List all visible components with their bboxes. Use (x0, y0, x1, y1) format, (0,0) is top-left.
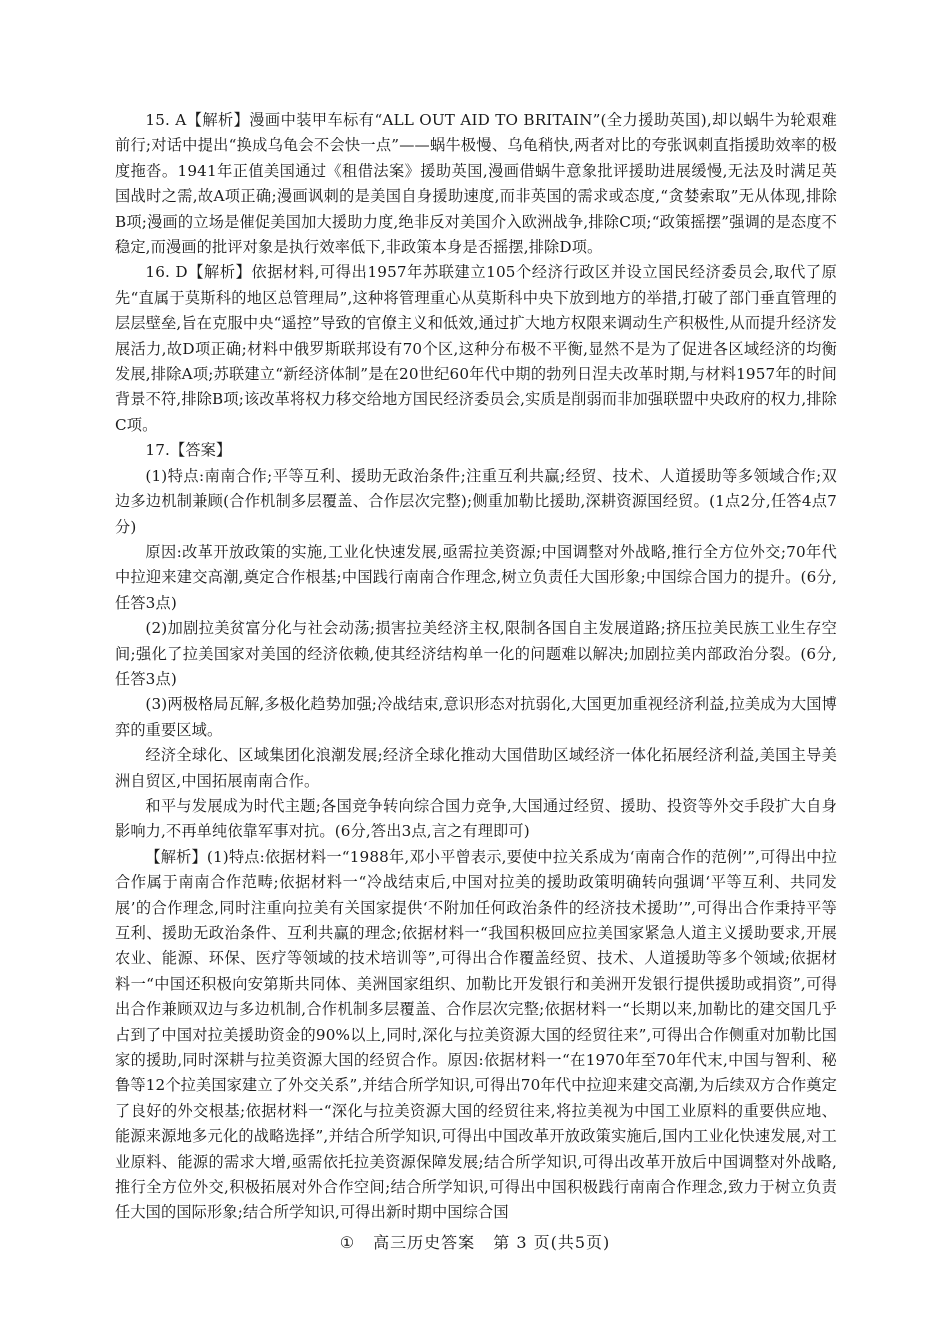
answer-16-paragraph: 16. D【解析】依据材料,可得出1957年苏联建立105个经济行政区并设立国民经济委员会,取代了原先“直属于莫斯科的地区总管理局”,这种将管理重心从莫斯科中央下放到地方的举措,打破了部门垂直管理的层层壁垒,旨在克服中央“遥控”导致的官僚主义和低效,通过扩大地方权限来调动生产积极性,从而提升经济发展活力,故D项正确;材料中俄罗斯联邦设有70个区,这种分布极不平衡,显然不是为了促进各区域经济的均衡发展,排除A项;苏联建立“新经济体制”是在20世纪60年代中期的勃列日涅夫改革时期,与材料1957年的时间背景不符,排除B项;该改革将权力移交给地方国民经济委员会,实质是削弱而非加强联盟中央政府的权力,排除C项。 (115, 263, 837, 434)
answer-17-part3-a: (3)两极格局瓦解,多极化趋势加强;冷战结束,意识形态对抗弱化,大国更加重视经济利益,拉美成为大国博弈的重要区域。 (115, 695, 837, 739)
answer-17-part3-c: 和平与发展成为时代主题;各国竞争转向综合国力竞争,大国通过经贸、援助、投资等外交手段扩大自身影响力,不再单纯依靠军事对抗。(6分,答出3点,言之有理即可) (115, 796, 837, 841)
answer-content (115, 108, 837, 1226)
footer-circle-number: ① (339, 1233, 356, 1252)
footer-page-number: 第 3 页(共5页) (493, 1233, 611, 1252)
answer-17-part2: (2)加剧拉美贫富分化与社会动荡;损害拉美经济主权,限制各国自主发展道路;挤压拉美民族工业生存空间;强化了拉美国家对美国的经济依赖,使其经济结构单一化的问题难以解决;加剧拉美内部政治分裂。(6分,任答3点) (115, 619, 837, 688)
page-footer (0, 1230, 950, 1253)
footer-title: 高三历史答案 (373, 1233, 476, 1252)
answer-17-part3-b: 经济全球化、区域集团化浪潮发展;经济全球化推动大国借助区域经济一体化拓展经济利益,美国主导美洲自贸区,中国拓展南南合作。 (115, 746, 837, 790)
answer-15-paragraph: 15. A【解析】漫画中装甲车标有“ALL OUT AID TO BRITAIN”(全力援助英国),却以蜗牛为轮艰难前行;对话中提出“换成乌龟会不会快一点”——蜗牛极慢、乌龟稍快,两者对比的夸张讽刺直指援助效率的极度拖沓。1941年正值美国通过《租借法案》援助英国,漫画借蜗牛意象批评援助进展缓慢,无法及时满足英国战时之需,故A项正确;漫画讽刺的是美国自身援助速度,而非英国的需求或态度,“贪婪索取”无从体现,排除B项;漫画的立场是催促美国加大援助力度,绝非反对美国介入欧洲战争,排除C项;“政策摇摆”强调的是态度不稳定,而漫画的批评对象是执行效率低下,非政策本身是否摇摆,排除D项。 (115, 111, 837, 257)
answer-17-part1-features: (1)特点:南南合作;平等互利、援助无政治条件;注重互利共赢;经贸、技术、人道援助等多领域合作;双边多边机制兼顾(合作机制多层覆盖、合作层次完整);侧重加勒比援助,深耕资源国经贸。(1点2分,任答4点7分) (115, 466, 837, 536)
answer-17-analysis: 【解析】(1)特点:依据材料一“1988年,邓小平曾表示,要使中拉关系成为‘南南合作的范例’”,可得出中拉合作属于南南合作范畴;依据材料一“冷战结束后,中国对拉美的援助政策明确转向强调‘平等互利、共同发展’的合作理念,同时注重向拉美有关国家提供‘不附加任何政治条件的经济技术援助’”,可得出合作秉持平等互利、援助无政治条件、互利共赢的理念;依据材料一“我国积极回应拉美国家紧急人道主义援助要求,开展农业、能源、环保、医疗等领域的技术培训等”,可得出合作覆盖经贸、技术、人道援助等多个领域;依据材料一“中国还积极向安第斯共同体、美洲国家组织、加勒比开发银行和美洲开发银行提供援助或捐资”,可得出合作兼顾双边与多边机制,合作机制多层覆盖、合作层次完整;依据材料一“长期以来,加勒比的建交国几乎占到了中国对拉美援助资金的90%以上,同时,深化与拉美资源大国的经贸往来”,可得出合作侧重对加勒比国家的援助,同时深耕与拉美资源大国的经贸合作。原因:依据材料一“在1970年至70年代末,中国与智利、秘鲁等12个拉美国家建立了外交关系”,并结合所学知识,可得出70年代中拉迎来建交高潮,为后续双方合作奠定了良好的外交根基;依据材料一“深化与拉美资源大国的经贸往来,将拉美视为中国工业原料的重要供应地、能源来源地多元化的战略选择”,并结合所学知识,可得出中国改革开放政策实施后,国内工业化快速发展,对工业原料、能源的需求大增,亟需依托拉美资源保障发展;结合所学知识,可得出改革开放后中国调整对外战略,推行全方位外交,积极拓展对外合作空间;结合所学知识,可得出中国积极践行南南合作理念,致力于树立负责任大国的国际形象;结合所学知识,可得出新时期中国综合国 (115, 847, 837, 1222)
answer-17-part1-reasons: 原因:改革开放政策的实施,工业化快速发展,亟需拉美资源;中国调整对外战略,推行全方位外交;70年代中拉迎来建交高潮,奠定合作根基;中国践行南南合作理念,树立负责任大国形象;中国综合国力的提升。(6分,任答3点) (115, 542, 837, 612)
answer-17-heading: 17.【答案】 (145, 441, 232, 460)
